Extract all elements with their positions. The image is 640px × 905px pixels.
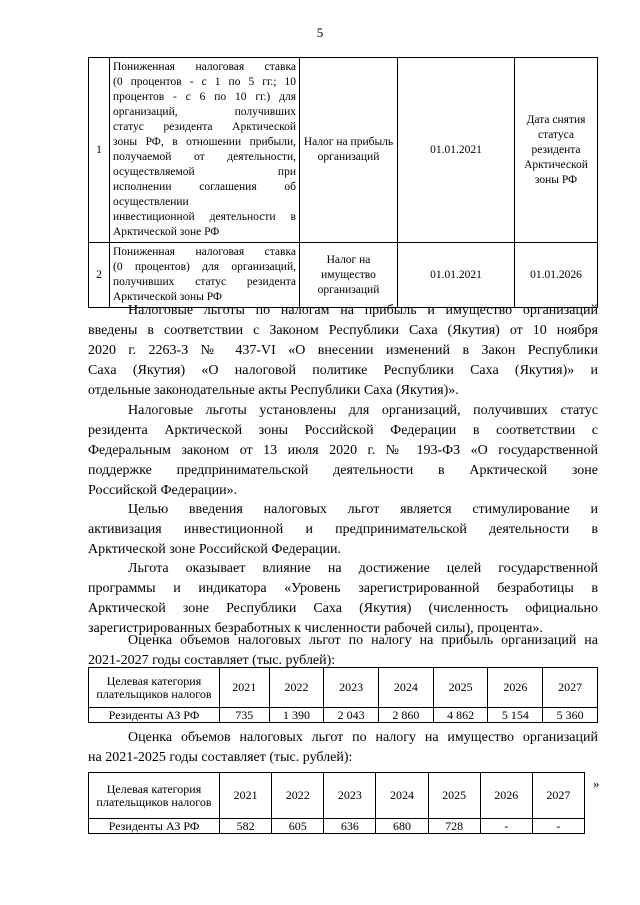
row-label: Резиденты АЗ РФ xyxy=(89,708,220,723)
description-line: статус резидента Арктической xyxy=(113,121,296,133)
category-header: Целевая категория плательщиков налогов xyxy=(89,773,220,819)
year-header: 2024 xyxy=(379,668,434,708)
paragraph-line: зарегистрированных безработных к численности рабочей силы), процента». xyxy=(88,621,543,636)
value-cell: 728 xyxy=(428,819,480,834)
table-header-row xyxy=(89,668,598,708)
year-header: 2026 xyxy=(480,773,532,819)
row-number: 1 xyxy=(89,58,110,243)
paragraph-line: активизация инвестиционной и предпринимательской деятельности в xyxy=(88,522,598,537)
paragraph-line: Оценка объемов налоговых льгот по налогу на имущество организаций xyxy=(128,730,598,745)
year-header: 2023 xyxy=(324,668,379,708)
paragraph-impact xyxy=(88,559,598,639)
description-line: Пониженная налоговая ставка xyxy=(113,246,296,258)
tax-type: Налог на имущество организаций xyxy=(300,243,398,308)
paragraph-line: программы и индикатора «Уровень зарегистрированной безработицы в xyxy=(88,581,598,596)
value-cell: 605 xyxy=(272,819,324,834)
description-line: организаций, получивших xyxy=(113,106,296,118)
year-header: 2026 xyxy=(488,668,543,708)
paragraph-line: резидента Арктической зоны Российской Федерации в соответствии с xyxy=(88,423,598,438)
paragraph-line: введены в соответствии с Законом Республики Саха (Якутия) от 10 ноября xyxy=(88,323,598,338)
tax-type: Налог на прибыль организаций xyxy=(300,58,398,243)
paragraph-profit-estimate xyxy=(88,631,598,671)
closing-quote: » xyxy=(593,776,600,791)
profit-tax-estimate-table xyxy=(88,667,598,723)
paragraph-line: на 2021-2025 годы составляет (тыс. рублей): xyxy=(88,750,353,765)
property-tax-estimate-table xyxy=(88,772,585,834)
table-row xyxy=(89,819,585,834)
year-header: 2021 xyxy=(220,668,270,708)
year-header: 2022 xyxy=(269,668,324,708)
description-line: процентов - с 6 по 10 гг.) для xyxy=(113,91,296,103)
benefits-table xyxy=(88,57,598,308)
paragraph-line: Арктической зоне Российской Федерации. xyxy=(88,542,342,557)
page-number: 5 xyxy=(316,25,324,40)
start-date: 01.01.2021 xyxy=(398,58,515,243)
start-date: 01.01.2021 xyxy=(398,243,515,308)
paragraph-line: Целью введения налоговых льгот является стимулирование и xyxy=(128,502,598,517)
description-line: исполнении соглашения об xyxy=(113,181,296,193)
description-line: (0 процентов - с 1 по 5 гг.; 10 xyxy=(113,76,296,88)
paragraph-line: Налоговые льготы по налогам на прибыль и имущество организаций xyxy=(128,303,598,318)
description-line: осуществлении xyxy=(113,196,189,208)
value-cell: 2 043 xyxy=(324,708,379,723)
benefit-description xyxy=(110,58,300,243)
value-cell: 1 390 xyxy=(269,708,324,723)
value-cell: 4 862 xyxy=(433,708,488,723)
paragraph-line: Федеральным законом от 13 июля 2020 г. № 193-ФЗ «О государственной xyxy=(88,443,598,458)
paragraph-line: Налоговые льготы установлены для организаций, получивших статус xyxy=(128,403,598,418)
year-header: 2027 xyxy=(543,668,598,708)
description-line: (0 процентов) для организаций, xyxy=(113,261,296,273)
paragraph-eligibility xyxy=(88,401,598,501)
description-line: Арктической зоне РФ xyxy=(113,226,220,238)
table-row xyxy=(89,243,598,308)
year-header: 2024 xyxy=(376,773,428,819)
year-header: 2025 xyxy=(433,668,488,708)
value-cell: 582 xyxy=(220,819,272,834)
table-row xyxy=(89,708,598,723)
description-line: зоны РФ, в отношении прибыли, xyxy=(113,136,296,148)
row-number: 2 xyxy=(89,243,110,308)
paragraph-purpose xyxy=(88,500,598,560)
paragraph-legal-basis xyxy=(88,301,598,401)
paragraph-line: Льгота оказывает влияние на достижение целей государственной xyxy=(128,561,598,576)
description-line: осуществляемой при xyxy=(113,166,296,178)
value-cell: 680 xyxy=(376,819,428,834)
value-cell: 2 860 xyxy=(379,708,434,723)
value-cell: 636 xyxy=(324,819,376,834)
value-cell: 5 360 xyxy=(543,708,598,723)
paragraph-line: Саха (Якутия) «О налоговой политике Республики Саха (Якутия)» и xyxy=(88,363,598,378)
year-header: 2022 xyxy=(272,773,324,819)
paragraph-line: 2020 г. 2263-З № 437-VI «О внесении изменений в Закон Республики xyxy=(88,343,598,358)
year-header: 2021 xyxy=(220,773,272,819)
table-row xyxy=(89,58,598,243)
category-header: Целевая категория плательщиков налогов xyxy=(89,668,220,708)
year-header: 2023 xyxy=(324,773,376,819)
description-line: получаемой от деятельности, xyxy=(113,151,296,163)
paragraph-line: Российской Федерации». xyxy=(88,483,238,498)
year-header: 2027 xyxy=(532,773,584,819)
description-line: Пониженная налоговая ставка xyxy=(113,61,296,73)
paragraph-line: поддержке предпринимательской деятельности в Арктической зоне xyxy=(88,463,598,478)
end-date: Дата снятия статуса резидента Арктической зоны РФ xyxy=(515,58,598,243)
value-cell: - xyxy=(532,819,584,834)
paragraph-line: отдельные законодательные акты Республики Саха (Якутия)». xyxy=(88,383,459,398)
year-header: 2025 xyxy=(428,773,480,819)
paragraph-property-estimate xyxy=(88,728,598,768)
value-cell: - xyxy=(480,819,532,834)
benefit-description xyxy=(110,243,300,308)
description-line: инвестиционной деятельности в xyxy=(113,211,296,223)
paragraph-line: 2021-2027 годы составляет (тыс. рублей): xyxy=(88,653,336,668)
description-line: получивших статус резидента xyxy=(113,276,296,288)
value-cell: 5 154 xyxy=(488,708,543,723)
paragraph-line: Арктической зоне Республики Саха (Якутия) (численность официально xyxy=(88,601,598,616)
description-line: Арктической зоны РФ xyxy=(113,291,222,303)
table-header-row xyxy=(89,773,585,819)
value-cell: 735 xyxy=(220,708,270,723)
row-label: Резиденты АЗ РФ xyxy=(89,819,220,834)
paragraph-line: Оценка объемов налоговых льгот по налогу на прибыль организаций на xyxy=(128,633,598,648)
end-date: 01.01.2026 xyxy=(515,243,598,308)
